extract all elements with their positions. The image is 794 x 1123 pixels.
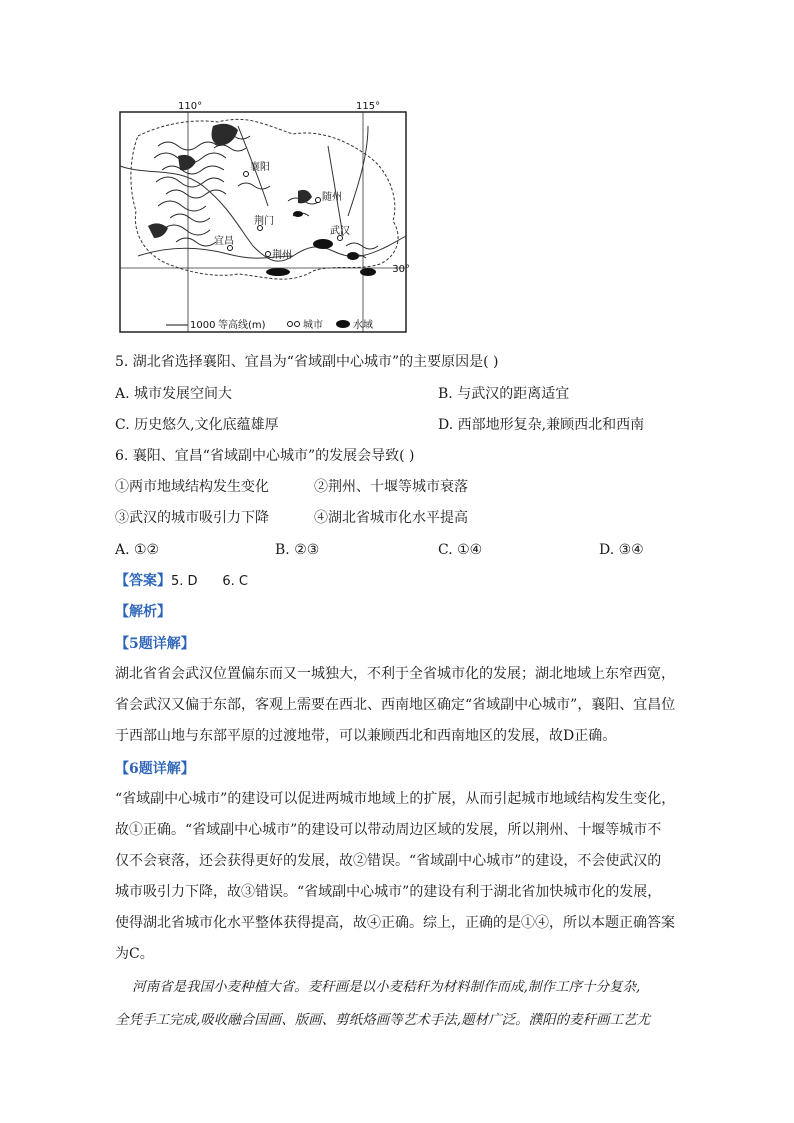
lat-30-label: 30° — [392, 264, 410, 275]
hubei-map — [118, 96, 410, 338]
hubei-map-figure — [118, 96, 410, 338]
lon-115-label: 115° — [356, 101, 381, 112]
q5-detail-line: 省会武汉又偏于东部，客观上需要在西北、西南地区确定“省域副中心城市”，襄阳、宜昌位 — [115, 697, 676, 713]
q6-detail-line: 故①正确。“省域副中心城市”的建设可以带动周边区域的发展，所以荆州、十堰等城市不 — [115, 822, 662, 838]
contour-legend-label: 等高线(m) — [218, 320, 266, 331]
q6-statement-1: ①两市地域结构发生变化 — [115, 479, 269, 495]
q5-detail-line: 湖北省省会武汉位置偏东而又一城独大，不利于全省城市化的发展；湖北地域上东窄西宽， — [115, 666, 675, 682]
q6-detail-line: 城市吸引力下降，故③错误。“省域副中心城市”的建设有利于湖北省加快城市化的发展， — [115, 884, 662, 900]
yichang-label: 宜昌 — [214, 236, 234, 247]
q5-detail-line: 于西部山地与东部平原的过渡地带，可以兼顾西北和西南地区的发展，故D正确。 — [115, 728, 617, 744]
q6-detail-label: 【6题详解】 — [115, 761, 195, 777]
wuhan-label: 武汉 — [330, 226, 350, 237]
q5-option-c: C. 历史悠久,文化底蕴雄厚 — [115, 417, 279, 433]
q6-option-c: C. ①④ — [438, 542, 483, 558]
q6-detail-line: “省域副中心城市”的建设可以促进两城市地域上的扩展，从而引起城市地域结构发生变化， — [115, 791, 676, 807]
water-legend-label: 水域 — [353, 320, 373, 331]
q6-stem: 6. 襄阳、宜昌“省域副中心城市”的发展会导致( ) — [115, 448, 415, 464]
q6-detail-line: 仅不会衰落，还会获得更好的发展，故②错误。“省域副中心城市”的建设，不会使武汉的 — [115, 853, 662, 869]
q6-option-d: D. ③④ — [599, 542, 644, 558]
jingzhou-marker — [266, 252, 271, 257]
jingmen-label: 荆门 — [254, 216, 274, 227]
answer-value: 5. D 6. C — [171, 574, 248, 589]
water-bodies — [266, 211, 376, 276]
contour-value: 1000 — [190, 320, 216, 331]
water-legend-icon — [336, 320, 350, 328]
q5-option-a: A. 城市发展空间大 — [115, 386, 233, 402]
q6-detail-line: 使得湖北省城市化水平整体获得提高，故④正确。综上，正确的是①④，所以本题正确答案 — [115, 915, 675, 931]
q5-detail-label: 【5题详解】 — [115, 636, 195, 652]
passage-line: 河南省是我国小麦种植大省。麦秆画是以小麦秸秆为材料制作而成,制作工序十分复杂, — [115, 979, 641, 995]
q6-statement-3: ③武汉的城市吸引力下降 — [115, 510, 269, 526]
answer-label: 【答案】 — [115, 573, 171, 589]
suizhou-marker — [316, 198, 321, 203]
q6-detail-line: 为C。 — [115, 946, 154, 962]
passage-line: 全凭手工完成,吸收融合国画、版画、剪纸烙画等艺术手法,题材广泛。濮阳的麦秆画工艺尤 — [115, 1012, 651, 1028]
xiangyang-label: 襄阳 — [250, 162, 270, 173]
city-legend-label: 城市 — [303, 320, 323, 331]
xiangyang-marker — [244, 172, 249, 177]
map-legend — [166, 318, 373, 331]
high-terrain — [148, 124, 312, 238]
q6-statement-4: ④湖北省城市化水平提高 — [314, 510, 468, 526]
q6-option-b: B. ②③ — [275, 542, 320, 558]
jingzhou-label: 荆州 — [272, 250, 292, 261]
q6-statement-2: ②荆州、十堰等城市衰落 — [314, 479, 468, 495]
city-legend-icon — [288, 322, 293, 327]
q5-option-b: B. 与武汉的距离适宜 — [438, 386, 570, 402]
q5-option-d: D. 西部地形复杂,兼顾西北和西南 — [438, 417, 645, 433]
q5-stem: 5. 湖北省选择襄阳、宜昌为“省域副中心城市”的主要原因是( ) — [115, 354, 499, 370]
lon-110-label: 110° — [178, 101, 203, 112]
suizhou-label: 随州 — [322, 192, 342, 203]
q6-option-a: A. ①② — [115, 542, 160, 558]
analysis-label: 【解析】 — [115, 604, 171, 620]
q6-detail-text — [115, 784, 683, 970]
answer-line — [115, 571, 248, 592]
q5-detail-text — [115, 659, 683, 752]
